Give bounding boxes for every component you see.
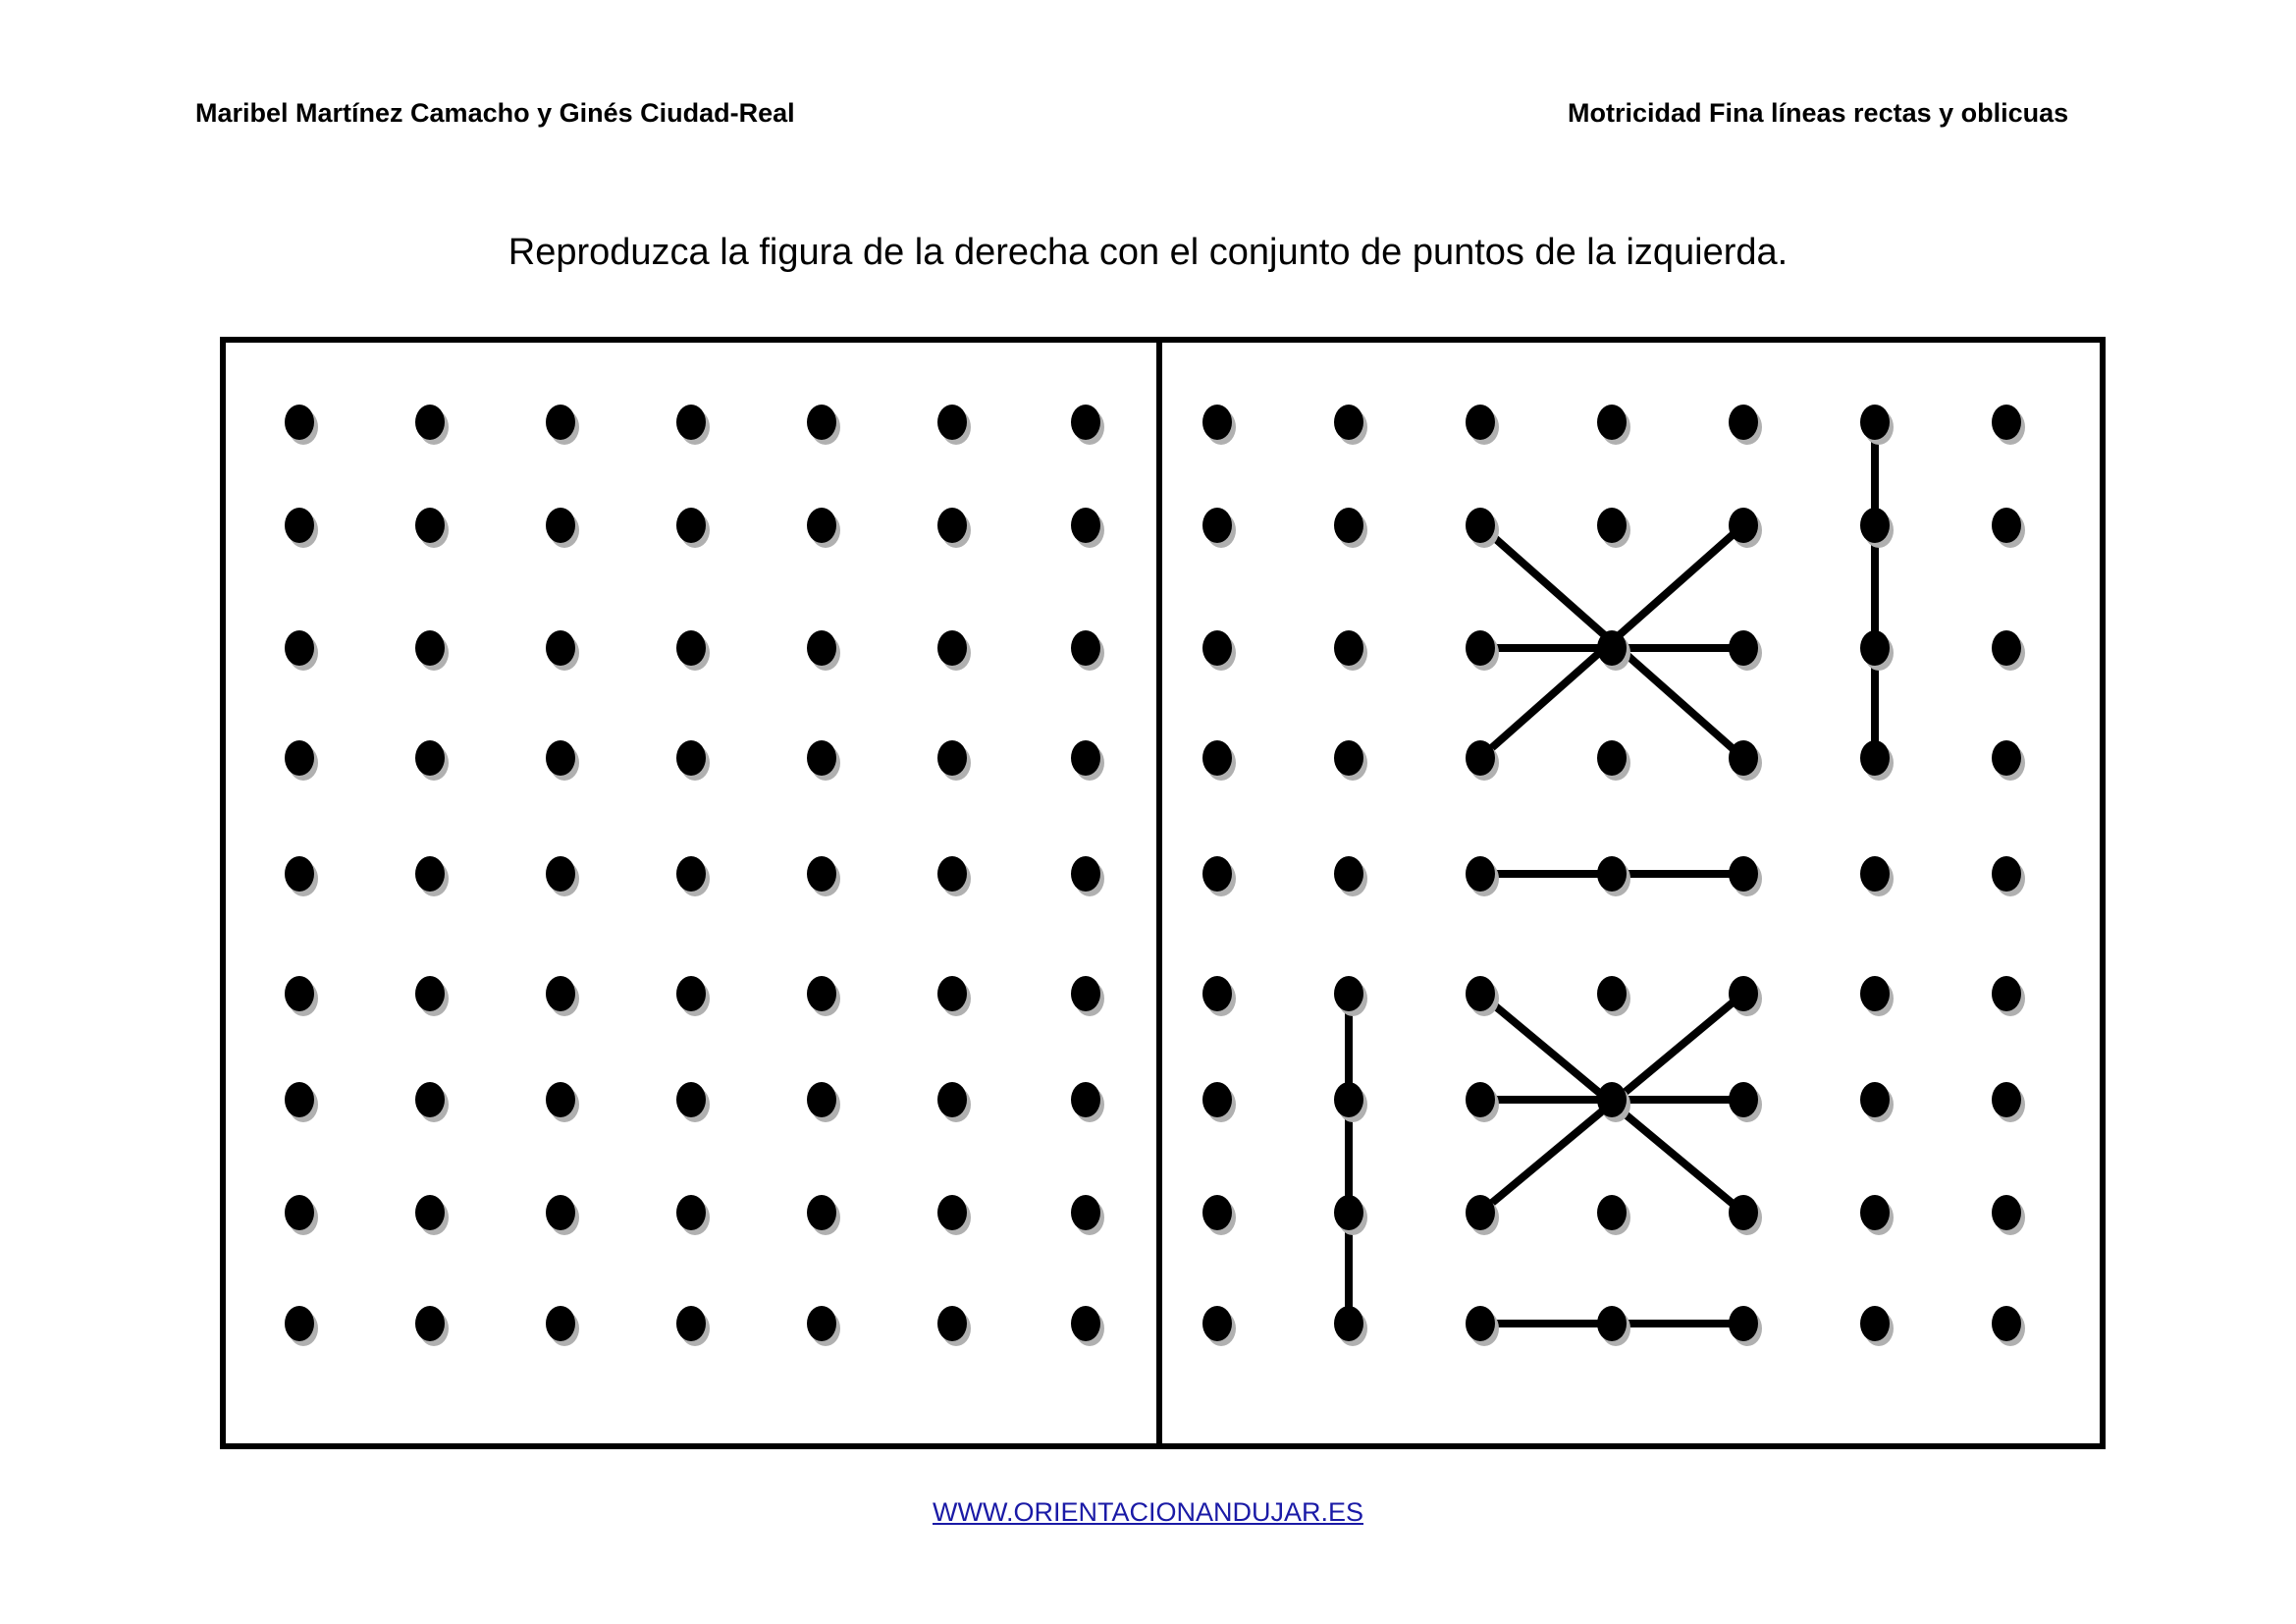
left-grid-dot (1071, 1195, 1100, 1230)
right-grid-dot (1729, 976, 1758, 1011)
left-grid-dot (1071, 405, 1100, 440)
left-grid-dot (807, 1195, 836, 1230)
left-dot-grid (285, 405, 1104, 1346)
right-grid-dot (1860, 508, 1890, 543)
right-grid-dot (1992, 1195, 2021, 1230)
left-grid-dot (676, 976, 706, 1011)
left-grid-dot (937, 976, 967, 1011)
left-grid-dot (1071, 508, 1100, 543)
right-grid-dot (1860, 1306, 1890, 1341)
left-grid-dot (285, 1082, 314, 1117)
instruction-text: Reproduzca la figura de la derecha con el conjunto de puntos de la izquierda. (507, 232, 1789, 273)
right-grid-dot (1466, 856, 1495, 892)
right-grid-dot (1466, 976, 1495, 1011)
right-grid-dot (1334, 1306, 1363, 1341)
right-grid-dot (1860, 740, 1890, 776)
right-grid-dot (1729, 1195, 1758, 1230)
left-grid-dot (285, 740, 314, 776)
right-grid-dot (1597, 630, 1627, 666)
left-grid-dot (415, 508, 445, 543)
right-grid-dot (1860, 976, 1890, 1011)
right-grid-dot (1992, 976, 2021, 1011)
right-grid-dot (1334, 1195, 1363, 1230)
right-grid-dot (1729, 740, 1758, 776)
right-grid-dot (1860, 856, 1890, 892)
right-grid-dot (1597, 856, 1627, 892)
left-grid-dot (937, 630, 967, 666)
right-grid-dot (1992, 630, 2021, 666)
left-grid-dot (546, 630, 575, 666)
right-grid-dot (1334, 740, 1363, 776)
left-grid-dot (415, 740, 445, 776)
right-grid-dot (1992, 856, 2021, 892)
left-grid-dot (415, 856, 445, 892)
right-grid-dot (1334, 976, 1363, 1011)
right-grid-dot (1334, 630, 1363, 666)
left-grid-dot (546, 1082, 575, 1117)
left-grid-dot (546, 1195, 575, 1230)
left-grid-dot (807, 740, 836, 776)
left-grid-dot (546, 1306, 575, 1341)
left-grid-dot (676, 508, 706, 543)
right-grid-dot (1597, 1195, 1627, 1230)
right-grid-dot (1992, 405, 2021, 440)
right-grid-dot (1597, 405, 1627, 440)
left-grid-dot (546, 856, 575, 892)
left-grid-dot (807, 856, 836, 892)
right-grid-dot (1466, 630, 1495, 666)
left-grid-dot (1071, 856, 1100, 892)
left-grid-dot (415, 630, 445, 666)
left-grid-dot (285, 630, 314, 666)
left-grid-dot (285, 1306, 314, 1341)
header-subject: Motricidad Fina líneas rectas y oblicuas (1568, 98, 2069, 128)
right-grid-dot (1202, 508, 1232, 543)
left-grid-dot (937, 740, 967, 776)
left-grid-dot (546, 508, 575, 543)
right-grid-dot (1860, 405, 1890, 440)
left-grid-dot (937, 1082, 967, 1117)
left-grid-dot (676, 1195, 706, 1230)
outer-frame (223, 340, 2103, 1446)
right-grid-dot (1202, 976, 1232, 1011)
right-grid-dot (1466, 740, 1495, 776)
left-grid-dot (415, 1306, 445, 1341)
left-grid-dot (676, 740, 706, 776)
left-grid-dot (676, 630, 706, 666)
left-grid-dot (415, 1082, 445, 1117)
left-grid-dot (285, 508, 314, 543)
left-grid-dot (285, 405, 314, 440)
left-grid-dot (1071, 1082, 1100, 1117)
right-grid-dot (1729, 1082, 1758, 1117)
left-grid-dot (676, 1082, 706, 1117)
right-grid-dot (1334, 1082, 1363, 1117)
left-grid-dot (807, 1082, 836, 1117)
right-grid-dot (1860, 630, 1890, 666)
left-grid-dot (285, 856, 314, 892)
right-grid-dot (1860, 1082, 1890, 1117)
right-grid-dot (1729, 856, 1758, 892)
left-grid-dot (937, 1195, 967, 1230)
right-grid-dot (1334, 405, 1363, 440)
right-grid-dot (1202, 630, 1232, 666)
left-grid-dot (285, 1195, 314, 1230)
left-grid-dot (1071, 740, 1100, 776)
left-grid-dot (807, 508, 836, 543)
left-grid-dot (937, 508, 967, 543)
right-grid-dot (1992, 1306, 2021, 1341)
left-grid-dot (546, 740, 575, 776)
right-grid-dot (1202, 856, 1232, 892)
right-grid-dot (1466, 1306, 1495, 1341)
right-grid-dot (1992, 1082, 2021, 1117)
left-grid-dot (807, 976, 836, 1011)
right-grid-dot (1334, 508, 1363, 543)
right-grid-dot (1202, 405, 1232, 440)
left-grid-dot (415, 976, 445, 1011)
left-grid-dot (807, 405, 836, 440)
left-grid-dot (676, 405, 706, 440)
right-grid-dot (1466, 1082, 1495, 1117)
left-grid-dot (415, 405, 445, 440)
right-grid-dot (1729, 405, 1758, 440)
left-grid-dot (1071, 1306, 1100, 1341)
right-grid-dot (1729, 1306, 1758, 1341)
right-grid-dot (1466, 508, 1495, 543)
right-grid-dot (1729, 630, 1758, 666)
left-grid-dot (546, 405, 575, 440)
left-grid-dot (937, 856, 967, 892)
right-grid-dot (1729, 508, 1758, 543)
left-grid-dot (1071, 630, 1100, 666)
right-grid-dot (1860, 1195, 1890, 1230)
left-grid-dot (937, 405, 967, 440)
left-grid-dot (415, 1195, 445, 1230)
right-grid-dot (1597, 740, 1627, 776)
right-grid-dot (1597, 1306, 1627, 1341)
left-grid-dot (937, 1306, 967, 1341)
right-dot-grid (1202, 405, 2025, 1346)
header-authors: Maribel Martínez Camacho y Ginés Ciudad-Real (195, 98, 795, 128)
right-grid-dot (1992, 740, 2021, 776)
website-link[interactable]: WWW.ORIENTACIONANDUJAR.ES (932, 1497, 1363, 1527)
left-grid-dot (807, 1306, 836, 1341)
right-grid-dot (1992, 508, 2021, 543)
left-grid-dot (676, 856, 706, 892)
right-grid-dot (1334, 856, 1363, 892)
right-grid-dot (1597, 976, 1627, 1011)
left-grid-dot (1071, 976, 1100, 1011)
left-grid-dot (676, 1306, 706, 1341)
left-grid-dot (285, 976, 314, 1011)
right-grid-dot (1466, 405, 1495, 440)
right-grid-dot (1202, 1082, 1232, 1117)
right-grid-dot (1597, 1082, 1627, 1117)
right-grid-dot (1597, 508, 1627, 543)
left-grid-dot (807, 630, 836, 666)
right-grid-dot (1202, 1306, 1232, 1341)
left-grid-dot (546, 976, 575, 1011)
right-grid-dot (1202, 1195, 1232, 1230)
right-grid-dot (1466, 1195, 1495, 1230)
right-grid-dot (1202, 740, 1232, 776)
